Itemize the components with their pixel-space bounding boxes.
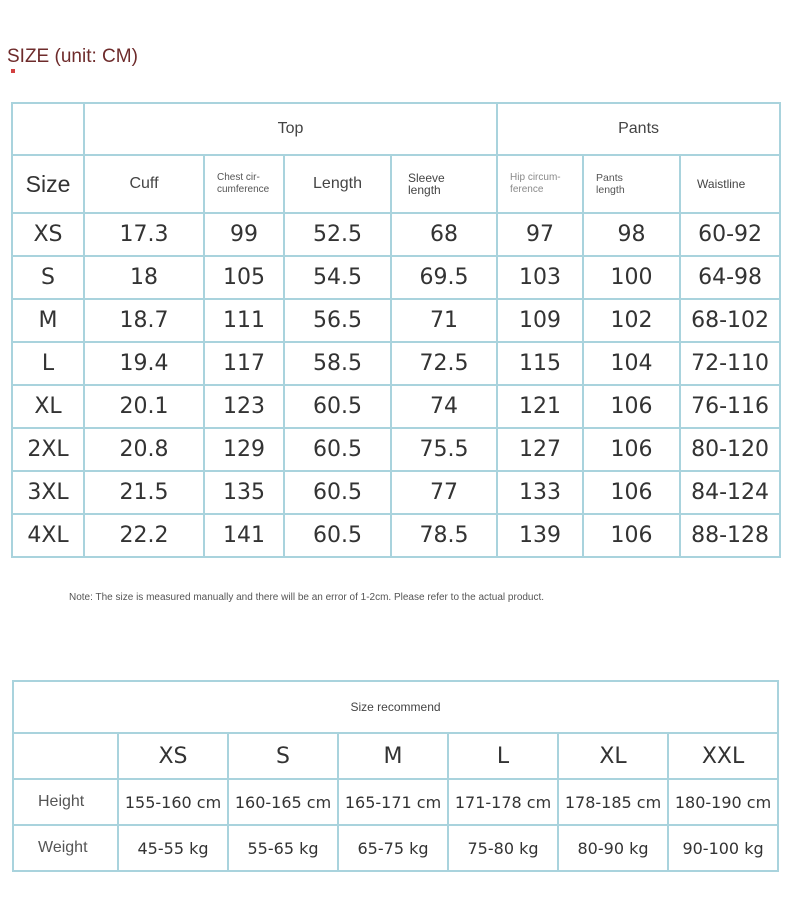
measurement-cell: 18.7	[84, 299, 204, 342]
measurement-cell: 100	[583, 256, 680, 299]
height-value: 171-178 cm	[448, 779, 558, 825]
col-pants-length: Pants length	[583, 155, 680, 213]
measurement-cell: 102	[583, 299, 680, 342]
measurement-cell: 135	[204, 471, 284, 514]
recommend-corner	[13, 733, 118, 779]
height-row	[13, 779, 778, 825]
recommend-size: L	[448, 733, 558, 779]
weight-value: 80-90 kg	[558, 825, 668, 871]
measurement-cell: 64-98	[680, 256, 780, 299]
col-hip: Hip circum- ference	[497, 155, 583, 213]
measurement-cell: 54.5	[284, 256, 391, 299]
measurement-cell: 115	[497, 342, 583, 385]
measurement-cell: 22.2	[84, 514, 204, 557]
size-label-cell: 2XL	[12, 428, 84, 471]
measurement-cell: 106	[583, 385, 680, 428]
size-rows	[12, 213, 780, 557]
measurement-cell: 72-110	[680, 342, 780, 385]
col-sleeve: Sleeve length	[391, 155, 497, 213]
measurement-cell: 139	[497, 514, 583, 557]
size-chart-table	[11, 102, 781, 558]
measurement-cell: 109	[497, 299, 583, 342]
col-chest: Chest cir- cumference	[204, 155, 284, 213]
recommend-size: M	[338, 733, 448, 779]
measurement-cell: 20.8	[84, 428, 204, 471]
measurement-cell: 123	[204, 385, 284, 428]
measurement-cell: 77	[391, 471, 497, 514]
measurement-cell: 106	[583, 428, 680, 471]
measurement-cell: 60-92	[680, 213, 780, 256]
page-title: SIZE (unit: CM)	[7, 46, 138, 67]
measurement-cell: 17.3	[84, 213, 204, 256]
height-value: 165-171 cm	[338, 779, 448, 825]
measurement-cell: 75.5	[391, 428, 497, 471]
measurement-cell: 68	[391, 213, 497, 256]
group-header-row	[12, 103, 780, 155]
measurement-cell: 21.5	[84, 471, 204, 514]
measurement-cell: 98	[583, 213, 680, 256]
measurement-cell: 106	[583, 471, 680, 514]
size-recommend-table	[12, 680, 779, 872]
weight-value: 90-100 kg	[668, 825, 778, 871]
title-marker	[11, 69, 15, 73]
measurement-cell: 60.5	[284, 471, 391, 514]
recommend-size: XL	[558, 733, 668, 779]
size-row	[12, 385, 780, 428]
height-value: 180-190 cm	[668, 779, 778, 825]
weight-value: 65-75 kg	[338, 825, 448, 871]
measurement-cell: 111	[204, 299, 284, 342]
height-value: 160-165 cm	[228, 779, 338, 825]
size-header: Size	[12, 155, 84, 213]
measurement-cell: 104	[583, 342, 680, 385]
measurement-cell: 74	[391, 385, 497, 428]
measurement-cell: 80-120	[680, 428, 780, 471]
weight-value: 75-80 kg	[448, 825, 558, 871]
size-row	[12, 256, 780, 299]
size-row	[12, 299, 780, 342]
size-label-cell: L	[12, 342, 84, 385]
recommend-caption-row	[13, 681, 778, 733]
recommend-size: XXL	[668, 733, 778, 779]
recommend-size: S	[228, 733, 338, 779]
measurement-cell: 71	[391, 299, 497, 342]
measurement-cell: 72.5	[391, 342, 497, 385]
recommend-caption: Size recommend	[13, 681, 778, 733]
measurement-cell: 78.5	[391, 514, 497, 557]
measurement-cell: 105	[204, 256, 284, 299]
measurement-cell: 68-102	[680, 299, 780, 342]
corner-cell	[12, 103, 84, 155]
size-label-cell: S	[12, 256, 84, 299]
measurement-cell: 97	[497, 213, 583, 256]
height-value: 178-185 cm	[558, 779, 668, 825]
group-top: Top	[84, 103, 497, 155]
size-row	[12, 342, 780, 385]
weight-value: 45-55 kg	[118, 825, 228, 871]
col-waistline: Waistline	[680, 155, 780, 213]
recommend-size-row	[13, 733, 778, 779]
measurement-cell: 69.5	[391, 256, 497, 299]
measurement-cell: 60.5	[284, 428, 391, 471]
measurement-cell: 58.5	[284, 342, 391, 385]
measurement-cell: 117	[204, 342, 284, 385]
group-pants: Pants	[497, 103, 780, 155]
measurement-cell: 129	[204, 428, 284, 471]
measurement-cell: 121	[497, 385, 583, 428]
measurement-note: Note: The size is measured manually and there will be an error of 1-2cm. Please refer to the actual product.	[69, 592, 545, 603]
measurement-cell: 76-116	[680, 385, 780, 428]
height-label: Height	[13, 779, 118, 825]
recommend-size: XS	[118, 733, 228, 779]
measurement-cell: 56.5	[284, 299, 391, 342]
measurement-cell: 133	[497, 471, 583, 514]
size-row	[12, 471, 780, 514]
measurement-cell: 103	[497, 256, 583, 299]
measurement-cell: 60.5	[284, 385, 391, 428]
measurement-cell: 19.4	[84, 342, 204, 385]
measurement-cell: 18	[84, 256, 204, 299]
measurement-cell: 106	[583, 514, 680, 557]
size-label-cell: 3XL	[12, 471, 84, 514]
col-cuff: Cuff	[84, 155, 204, 213]
size-label-cell: M	[12, 299, 84, 342]
size-label-cell: 4XL	[12, 514, 84, 557]
size-label-cell: XL	[12, 385, 84, 428]
weight-row	[13, 825, 778, 871]
measurement-cell: 99	[204, 213, 284, 256]
size-row	[12, 428, 780, 471]
measurement-cell: 141	[204, 514, 284, 557]
measurement-cell: 88-128	[680, 514, 780, 557]
measurement-cell: 127	[497, 428, 583, 471]
size-label-cell: XS	[12, 213, 84, 256]
weight-value: 55-65 kg	[228, 825, 338, 871]
measurement-cell: 60.5	[284, 514, 391, 557]
measurement-cell: 20.1	[84, 385, 204, 428]
height-value: 155-160 cm	[118, 779, 228, 825]
weight-label: Weight	[13, 825, 118, 871]
column-header-row	[12, 155, 780, 213]
size-row	[12, 213, 780, 256]
size-row	[12, 514, 780, 557]
col-length: Length	[284, 155, 391, 213]
measurement-cell: 84-124	[680, 471, 780, 514]
measurement-cell: 52.5	[284, 213, 391, 256]
